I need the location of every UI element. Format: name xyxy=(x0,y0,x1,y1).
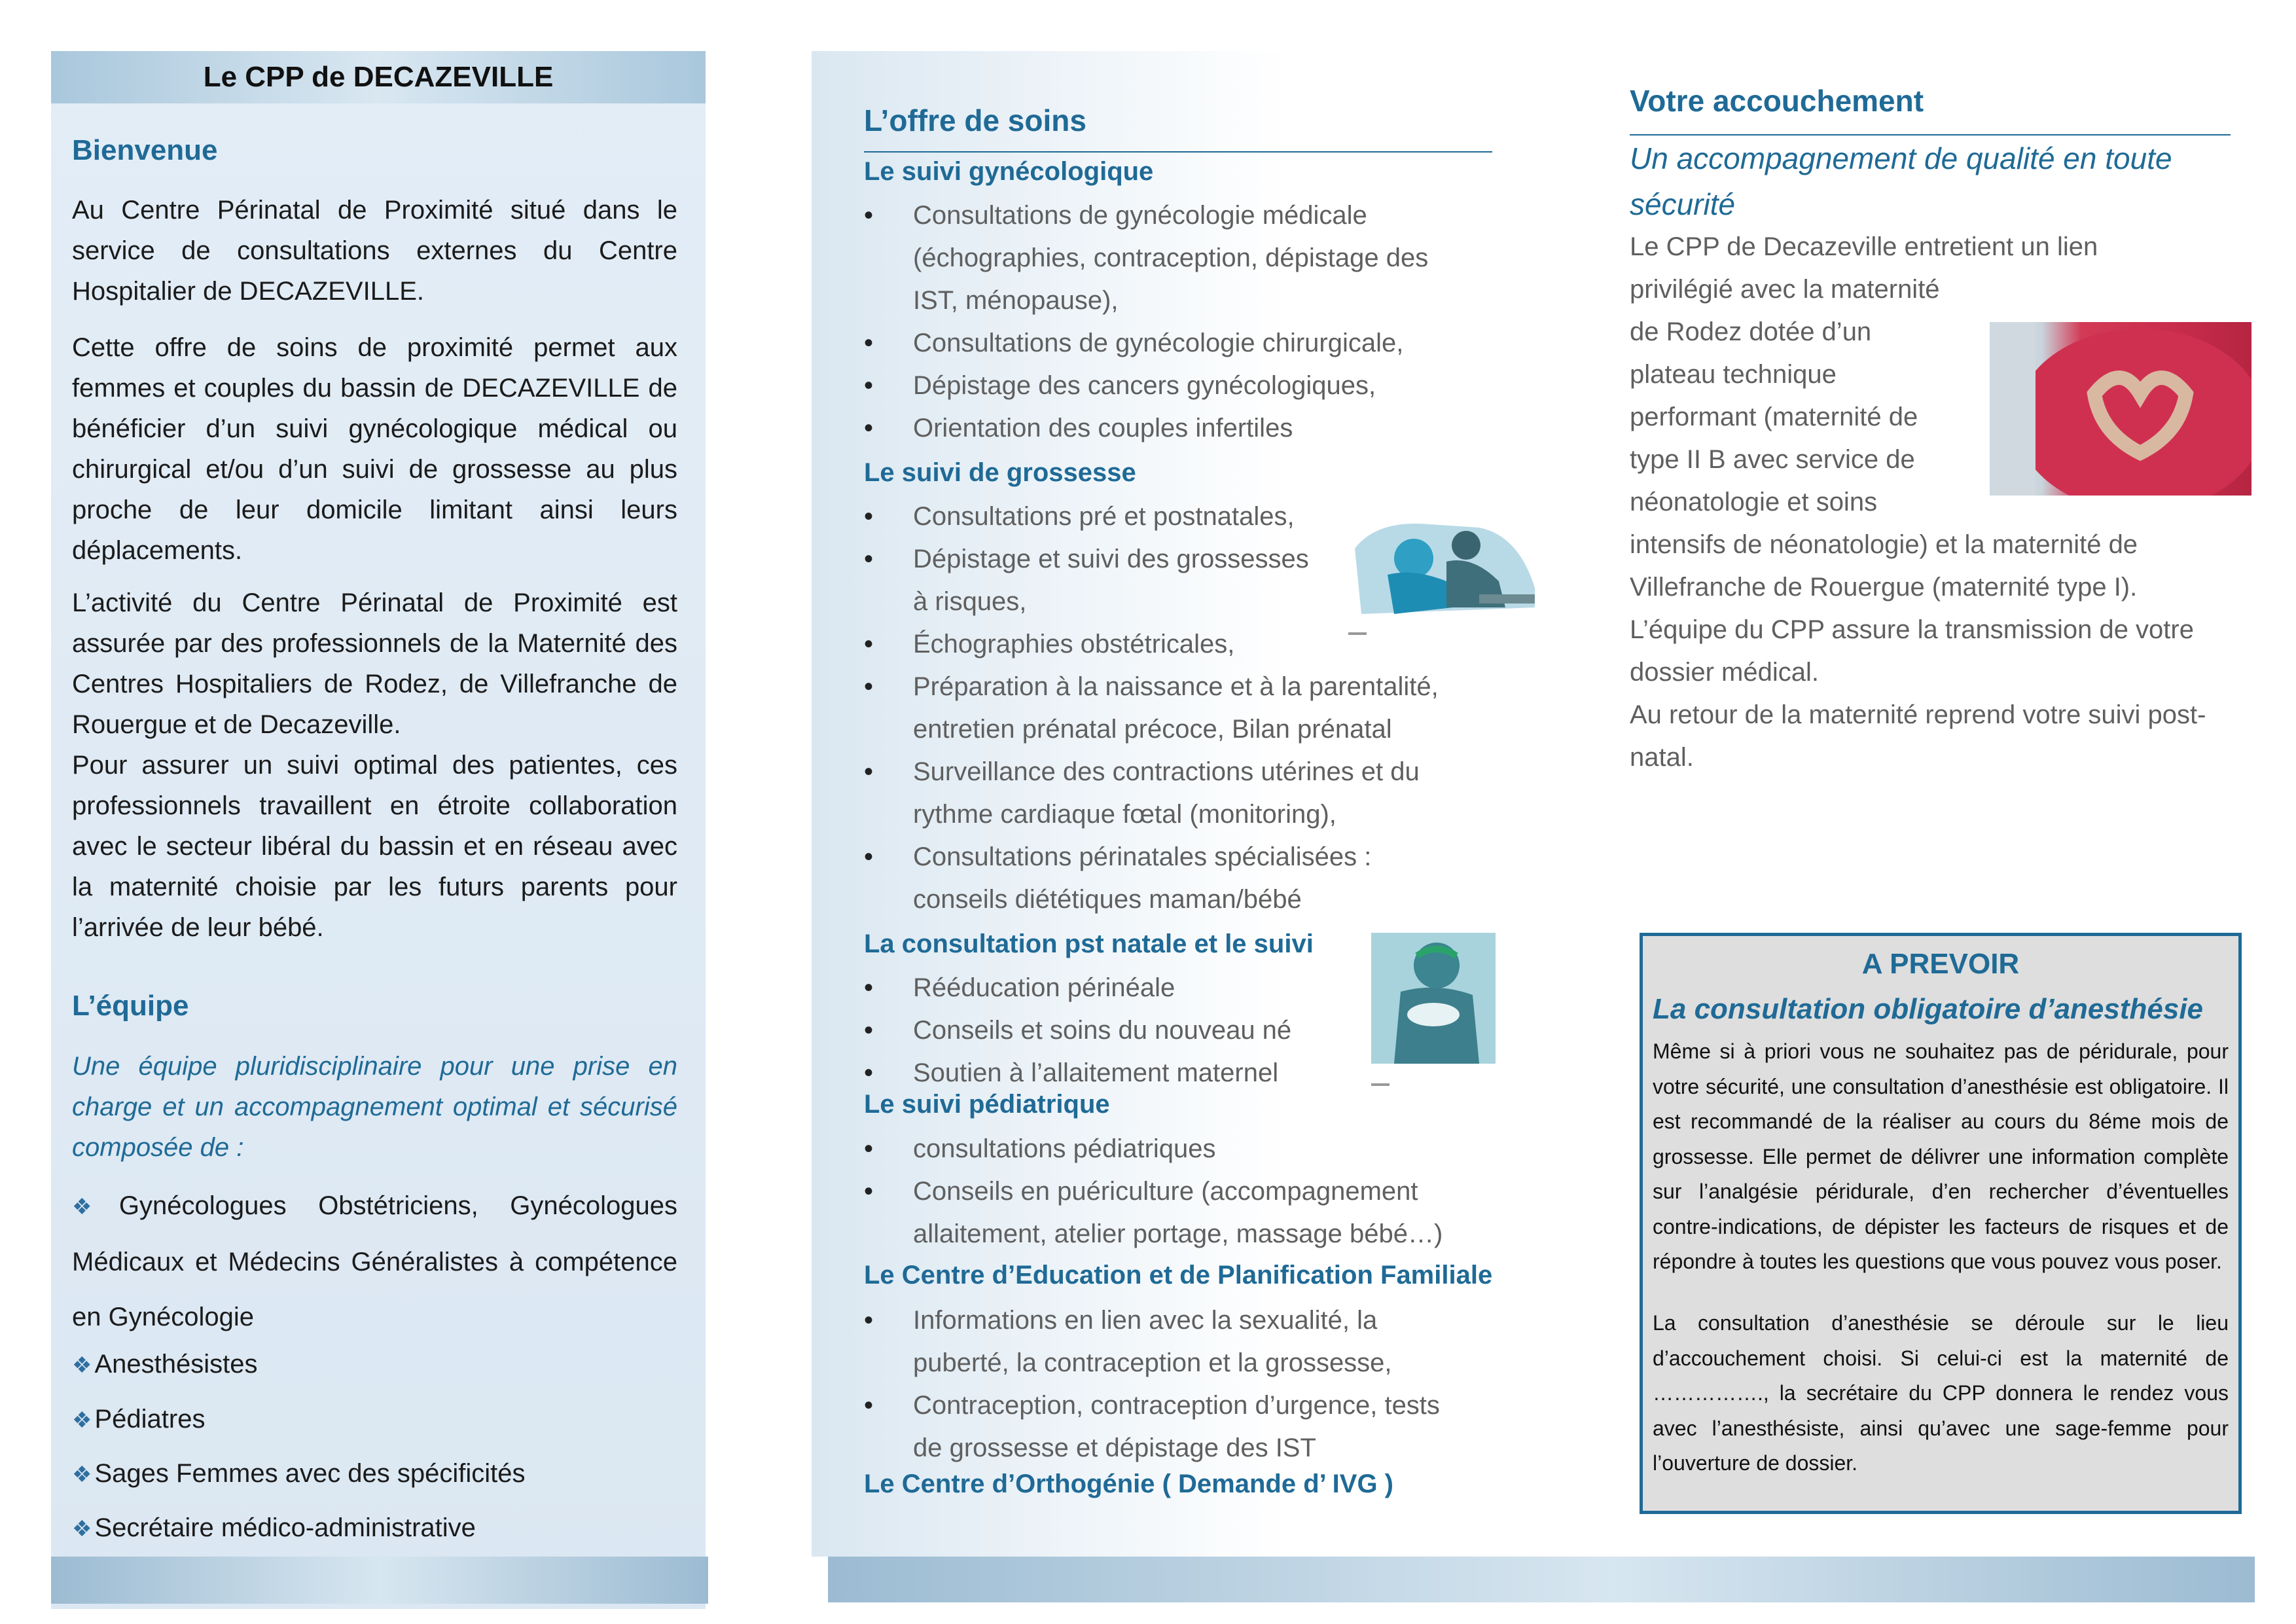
delivery-text: Le CPP de Decazeville entretient un lien privilégié avec la maternité de Rodez dotée d’un plateau technique performant (maternité de type II B avec service de néonatologie et soins intensifs de néonatologie) et la maternité de Villefranche de Rouergue (maternité type I). L’équipe du CPP assure la transmission de votre dossier médical. Au retour de la maternité reprend votre suivi post-natal. xyxy=(1630,226,2232,779)
list-item: • consultations pédiatriques xyxy=(864,1128,1473,1170)
section-title: Le Centre d’Education et de Planification Familiale xyxy=(864,1261,1493,1290)
notice-subtitle: La consultation obligatoire d’anesthésie xyxy=(1653,993,2204,1025)
list-item: • Surveillance des contractions utérines et du rythme cardiaque fœtal (monitoring), xyxy=(864,751,1473,836)
family-planning-list xyxy=(864,1299,1473,1470)
team-list xyxy=(72,1178,677,1344)
diamond-bullet-icon: ❖ xyxy=(72,1353,92,1378)
diamond-bullet-icon: ❖ xyxy=(72,1517,92,1542)
list-item: • Dépistage et suivi des grossesses à risques, xyxy=(864,538,1312,623)
delivery-title: Votre accouchement xyxy=(1630,84,1924,118)
panel-header: Le CPP de DECAZEVILLE xyxy=(51,51,706,103)
list-item: • Orientation des couples infertiles xyxy=(864,407,1473,450)
caregiver-illustration xyxy=(1365,929,1502,1090)
title-divider xyxy=(864,151,1492,153)
gyn-list xyxy=(864,194,1473,450)
postnatal-paragraph: Au retour de la maternité reprend votre suivi post-natal. xyxy=(1630,700,2206,772)
team-heading: L’équipe xyxy=(72,990,189,1022)
list-item: • Conseils en puériculture (accompagnement allaitement, atelier portage, massage bébé…) xyxy=(864,1170,1473,1255)
collaboration-paragraph: Pour assurer un suivi optimal des patientes, ces professionnels travaillent en étroite collaboration avec le secteur libéral du bassin et en réseau avec la maternité choisie par les futurs parents pour l’arrivée de leur bébé. xyxy=(72,751,677,942)
diamond-bullet-icon: ❖ xyxy=(72,1195,117,1219)
team-item: ❖ Secrétaire médico-administrative xyxy=(72,1513,476,1542)
activity-paragraph: L’activité du Centre Périnatal de Proximité est assurée par des professionnels de la Maternité des Centres Hospitaliers de Rodez, de Villefranche de Rouergue et de Decazeville. xyxy=(72,588,677,739)
section-title: Le suivi gynécologique xyxy=(864,157,1154,186)
intro-paragraph: Au Centre Périnatal de Proximité situé dans le service de consultations externes du Centre Hospitalier de DECAZEVILLE. xyxy=(72,196,677,306)
team-item: ❖ Gynécologues Obstétriciens, Gynécologues Médicaux et Médecins Généralistes à compétence en Gynécologie xyxy=(72,1191,677,1331)
offer-title: L’offre de soins xyxy=(864,103,1086,137)
list-item: • Informations en lien avec la sexualité, la puberté, la contraception et la grossesse, xyxy=(864,1299,1473,1384)
left-panel-footer-bar xyxy=(51,1557,708,1604)
list-item: • Soutien à l’allaitement maternel xyxy=(864,1052,1322,1094)
section-title: Le Centre d’Orthogénie ( Demande d’ IVG ) xyxy=(864,1470,1394,1498)
right-footer-bar xyxy=(828,1557,2255,1602)
team-item: ❖ Anesthésistes xyxy=(72,1350,258,1379)
transmission-paragraph: L’équipe du CPP assure la transmission de votre dossier médical. xyxy=(1630,615,2194,687)
mother-child-illustration xyxy=(1348,516,1538,637)
list-item: • Consultations de gynécologie médicale (échographies, contraception, dépistage des IST, ménopause), xyxy=(864,194,1473,322)
list-item: • Consultations de gynécologie chirurgicale, xyxy=(864,322,1473,365)
heart-hands-icon xyxy=(1990,322,2251,496)
list-item: • Échographies obstétricales, xyxy=(864,623,1361,666)
team-item: ❖ Pédiatres xyxy=(72,1405,206,1434)
welcome-heading: Bienvenue xyxy=(72,134,218,166)
diamond-bullet-icon: ❖ xyxy=(72,1408,92,1433)
pediatric-list xyxy=(864,1128,1473,1255)
team-item: ❖ Sages Femmes avec des spécificités xyxy=(72,1459,526,1488)
offer-paragraph: Cette offre de soins de proximité permet aux femmes et couples du bassin de DECAZEVILLE de bénéficier d’un suivi gynécologique médical ou chirurgical et/ou d’un suivi de grossesse au plus proche de leur domicile limitant ainsi leurs déplacements. xyxy=(72,333,677,565)
delivery-subtitle: Un accompagnement de qualité en toute sécurité xyxy=(1630,141,2172,221)
pregnancy-list-b xyxy=(864,666,1473,921)
pregnancy-photo xyxy=(1990,322,2251,496)
list-item: • Conseils et soins du nouveau né xyxy=(864,1009,1322,1052)
list-item: • Consultations pré et postnatales, xyxy=(864,496,1361,538)
section-title: Le suivi pédiatrique xyxy=(864,1090,1110,1119)
list-item: • Préparation à la naissance et à la parentalité, entretien prénatal précoce, Bilan prénatal xyxy=(864,666,1473,751)
diamond-bullet-icon: ❖ xyxy=(72,1462,92,1487)
notice-paragraph: Même si à priori vous ne souhaitez pas de péridurale, pour votre sécurité, une consultation d’anesthésie est obligatoire. Il est recommandé de la réaliser au cours du 8éme mois de grossesse. Elle permet de délivrer une information complète sur l’analgésie péridurale, d’en rechercher d’éventuelles contre-indications, de dépister les facteurs de risques et de répondre à toutes les questions que vous pouvez vous poser. xyxy=(1653,1039,2229,1273)
list-item: • Dépistage des cancers gynécologiques, xyxy=(864,365,1473,407)
list-item: • Contraception, contraception d’urgence, tests de grossesse et dépistage des IST xyxy=(864,1384,1473,1470)
pregnancy-list-a xyxy=(864,496,1361,666)
section-title: La consultation pst natale et le suivi xyxy=(864,929,1314,958)
section-title: Le suivi de grossesse xyxy=(864,458,1136,487)
notice-title: A PREVOIR xyxy=(1861,948,2020,980)
notice-paragraph: La consultation d’anesthésie se déroule sur le lieu d’accouchement choisi. Si celui-ci est la maternité de ……………., la secrétaire du CPP donnera le rendez vous avec l’anesthésiste, ainsi qu’avec une sage-femme pour l’ouverture de dossier. xyxy=(1653,1311,2229,1475)
team-intro: Une équipe pluridisciplinaire pour une prise en charge et un accompagnement optimal et sécurisé composée de : xyxy=(72,1052,677,1162)
postnatal-list xyxy=(864,967,1322,1094)
list-item: • Rééducation périnéale xyxy=(864,967,1322,1009)
list-item: • Consultations périnatales spécialisées : conseils diététiques maman/bébé xyxy=(864,836,1473,921)
